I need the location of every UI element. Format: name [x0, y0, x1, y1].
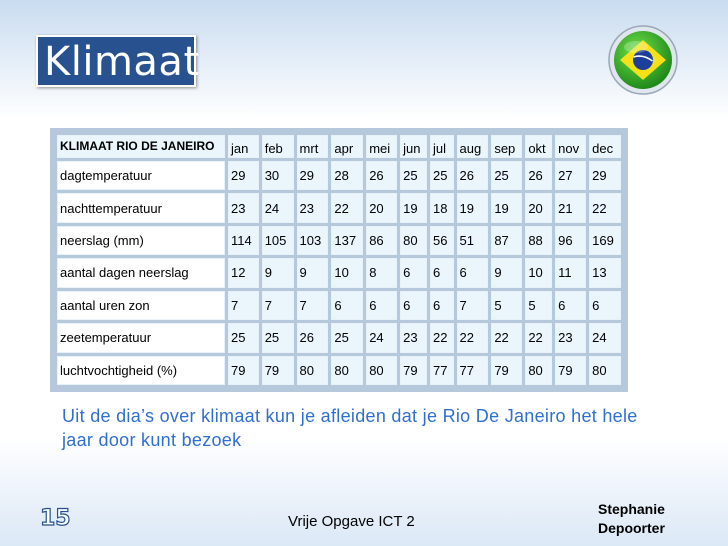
table-row	[57, 161, 621, 190]
table-cell: 8	[366, 258, 397, 287]
table-cell: 26	[366, 161, 397, 190]
table-cell: 7	[297, 291, 329, 320]
climate-table	[50, 128, 628, 392]
table-cell: 25	[491, 161, 522, 190]
table-row	[57, 226, 621, 255]
page-number: 15	[40, 506, 71, 531]
table-row	[57, 291, 621, 320]
slide-caption: Uit de dia’s over klimaat kun je afleiden dat je Rio De Janeiro het hele jaar door kunt bezoek	[62, 406, 638, 450]
table-cell: 80	[366, 356, 397, 385]
table-cell: 19	[400, 193, 427, 222]
row-label: dagtemperatuur	[57, 161, 225, 190]
row-label: luchtvochtigheid (%)	[57, 356, 225, 385]
table-cell: 103	[297, 226, 329, 255]
table-cell: 25	[262, 323, 294, 352]
table-cell: 96	[555, 226, 586, 255]
table-row	[57, 258, 621, 287]
table-cell: 29	[297, 161, 329, 190]
table-cell: 25	[331, 323, 363, 352]
table-cell: 24	[262, 193, 294, 222]
table-cell: 5	[525, 291, 552, 320]
table-cell: 5	[491, 291, 522, 320]
table-cell: 23	[400, 323, 427, 352]
table-cell: 30	[262, 161, 294, 190]
table-cell: 23	[297, 193, 329, 222]
table-cell: 22	[589, 193, 621, 222]
table-cell: 86	[366, 226, 397, 255]
table-cell: 22	[331, 193, 363, 222]
table-cell: 51	[457, 226, 489, 255]
table-row	[57, 323, 621, 352]
table-cell: 26	[525, 161, 552, 190]
table-cell: 114	[228, 226, 259, 255]
author-first-name: Stephanie	[598, 501, 665, 517]
table-cell: 6	[589, 291, 621, 320]
row-label: nachttemperatuur	[57, 193, 225, 222]
table-cell: 6	[366, 291, 397, 320]
brazil-flag-icon	[606, 23, 680, 97]
table-cell: 79	[491, 356, 522, 385]
table-cell: 10	[525, 258, 552, 287]
table-cell: 10	[331, 258, 363, 287]
table-cell: 19	[457, 193, 489, 222]
table-cell: 105	[262, 226, 294, 255]
table-cell: 28	[331, 161, 363, 190]
month-header: mei	[366, 135, 397, 158]
table-cell: 6	[457, 258, 489, 287]
table-cell: 169	[589, 226, 621, 255]
table-cell: 20	[525, 193, 552, 222]
table-cell: 13	[589, 258, 621, 287]
table-cell: 19	[491, 193, 522, 222]
row-label: aantal uren zon	[57, 291, 225, 320]
table-cell: 6	[331, 291, 363, 320]
table-cell: 22	[491, 323, 522, 352]
table-cell: 6	[430, 291, 454, 320]
table-cell: 24	[589, 323, 621, 352]
month-header: apr	[331, 135, 363, 158]
table-row	[57, 193, 621, 222]
month-header: jun	[400, 135, 427, 158]
table-cell: 7	[228, 291, 259, 320]
table-title: KLIMAAT RIO DE JANEIRO	[57, 135, 225, 158]
table-cell: 26	[297, 323, 329, 352]
table-cell: 79	[555, 356, 586, 385]
table-cell: 79	[400, 356, 427, 385]
table-cell: 22	[457, 323, 489, 352]
table-cell: 29	[228, 161, 259, 190]
row-label: zeetemperatuur	[57, 323, 225, 352]
table-cell: 9	[262, 258, 294, 287]
table-cell: 80	[589, 356, 621, 385]
table-cell: 22	[525, 323, 552, 352]
footer-text: Vrije Opgave ICT 2	[288, 513, 415, 530]
table-cell: 22	[430, 323, 454, 352]
table-cell: 7	[457, 291, 489, 320]
table-cell: 25	[228, 323, 259, 352]
table-row	[57, 356, 621, 385]
table-cell: 18	[430, 193, 454, 222]
table-cell: 6	[555, 291, 586, 320]
month-header: nov	[555, 135, 586, 158]
month-header: jul	[430, 135, 454, 158]
table-header-row	[57, 135, 621, 158]
table-cell: 24	[366, 323, 397, 352]
table-cell: 79	[228, 356, 259, 385]
table-cell: 77	[457, 356, 489, 385]
table-cell: 80	[525, 356, 552, 385]
table-cell: 20	[366, 193, 397, 222]
table-cell: 80	[400, 226, 427, 255]
month-header: dec	[589, 135, 621, 158]
table-cell: 23	[555, 323, 586, 352]
table-cell: 80	[331, 356, 363, 385]
author-name	[598, 500, 708, 538]
table-cell: 56	[430, 226, 454, 255]
table-cell: 6	[400, 258, 427, 287]
month-header: feb	[262, 135, 294, 158]
table-cell: 9	[491, 258, 522, 287]
table-cell: 88	[525, 226, 552, 255]
title-box	[36, 35, 200, 87]
table-cell: 29	[589, 161, 621, 190]
table-cell: 80	[297, 356, 329, 385]
table-cell: 77	[430, 356, 454, 385]
month-header: jan	[228, 135, 259, 158]
table-cell: 87	[491, 226, 522, 255]
slide-title: Klimaat	[44, 39, 200, 85]
table-cell: 21	[555, 193, 586, 222]
table-cell: 26	[457, 161, 489, 190]
row-label: neerslag (mm)	[57, 226, 225, 255]
table-cell: 23	[228, 193, 259, 222]
table-cell: 7	[262, 291, 294, 320]
row-label: aantal dagen neerslag	[57, 258, 225, 287]
month-header: mrt	[297, 135, 329, 158]
table-cell: 9	[297, 258, 329, 287]
table-cell: 27	[555, 161, 586, 190]
table-cell: 79	[262, 356, 294, 385]
month-header: aug	[457, 135, 489, 158]
month-header: sep	[491, 135, 522, 158]
table-cell: 25	[400, 161, 427, 190]
table-cell: 137	[331, 226, 363, 255]
table-cell: 12	[228, 258, 259, 287]
table-cell: 6	[430, 258, 454, 287]
month-header: okt	[525, 135, 552, 158]
table-cell: 11	[555, 258, 586, 287]
table-cell: 6	[400, 291, 427, 320]
author-last-name: Depoorter	[598, 520, 665, 536]
table-cell: 25	[430, 161, 454, 190]
